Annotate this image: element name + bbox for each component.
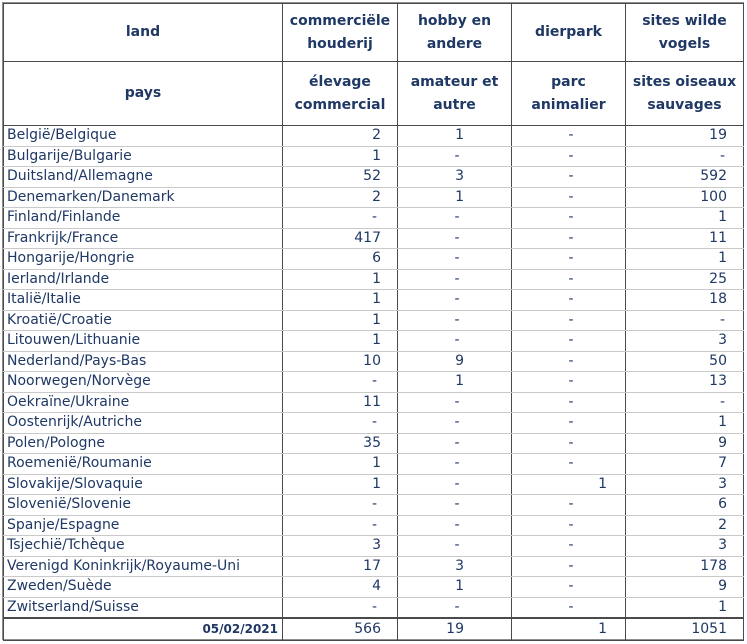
country-name: Spanje/Espagne [4, 515, 283, 536]
wild-birds-count: 13 [626, 372, 744, 393]
table-body [4, 126, 744, 619]
total-date: 05/02/2021 [4, 618, 283, 641]
country-name: Zweden/Suède [4, 577, 283, 598]
total-zoo: 1 [512, 618, 626, 641]
table-row [4, 208, 744, 229]
hobby-count: - [398, 515, 512, 536]
header-zoo-nl: dierpark [512, 4, 626, 62]
zoo-count: - [512, 208, 626, 229]
commercial-count: - [283, 372, 398, 393]
outbreak-table [3, 3, 744, 641]
zoo-count: - [512, 249, 626, 270]
table-row [4, 392, 744, 413]
zoo-count: - [512, 556, 626, 577]
hobby-count: - [398, 290, 512, 311]
hobby-count: - [398, 146, 512, 167]
zoo-count: - [512, 536, 626, 557]
commercial-count: - [283, 208, 398, 229]
country-name: België/Belgique [4, 126, 283, 147]
total-hobby: 19 [398, 618, 512, 641]
country-name: Roemenië/Roumanie [4, 454, 283, 475]
wild-birds-count: 100 [626, 187, 744, 208]
header-row-french [4, 62, 744, 126]
hobby-count: - [398, 536, 512, 557]
hobby-count: - [398, 310, 512, 331]
table-row [4, 351, 744, 372]
hobby-count: - [398, 474, 512, 495]
wild-birds-count: 3 [626, 536, 744, 557]
wild-birds-count: 1 [626, 413, 744, 434]
zoo-count: - [512, 228, 626, 249]
zoo-count: - [512, 454, 626, 475]
wild-birds-count: 178 [626, 556, 744, 577]
hobby-count: - [398, 392, 512, 413]
hobby-count: - [398, 413, 512, 434]
hobby-count: 9 [398, 351, 512, 372]
country-name: Duitsland/Allemagne [4, 167, 283, 188]
wild-birds-count: 1 [626, 208, 744, 229]
commercial-count: 1 [283, 474, 398, 495]
country-name: Noorwegen/Norvège [4, 372, 283, 393]
zoo-count: - [512, 290, 626, 311]
hobby-count: 3 [398, 167, 512, 188]
table-row [4, 146, 744, 167]
table-row [4, 269, 744, 290]
commercial-count: 1 [283, 331, 398, 352]
wild-birds-count: - [626, 392, 744, 413]
wild-birds-count: 1 [626, 597, 744, 618]
hobby-count: 1 [398, 577, 512, 598]
hobby-count: - [398, 331, 512, 352]
hobby-count: 1 [398, 372, 512, 393]
table-row [4, 536, 744, 557]
wild-birds-count: 2 [626, 515, 744, 536]
commercial-count: 1 [283, 454, 398, 475]
country-name: Oekraïne/Ukraine [4, 392, 283, 413]
table-row [4, 228, 744, 249]
hobby-count: - [398, 249, 512, 270]
zoo-count: - [512, 331, 626, 352]
wild-birds-count: 19 [626, 126, 744, 147]
wild-birds-count: - [626, 310, 744, 331]
country-name: Kroatië/Croatie [4, 310, 283, 331]
zoo-count: - [512, 310, 626, 331]
hobby-count: - [398, 597, 512, 618]
hobby-count: - [398, 269, 512, 290]
table-row [4, 495, 744, 516]
zoo-count: - [512, 187, 626, 208]
hobby-count: - [398, 228, 512, 249]
commercial-count: 1 [283, 146, 398, 167]
country-name: Nederland/Pays-Bas [4, 351, 283, 372]
commercial-count: 2 [283, 126, 398, 147]
wild-birds-count: 11 [626, 228, 744, 249]
commercial-count: 1 [283, 269, 398, 290]
table-row [4, 372, 744, 393]
wild-birds-count: 25 [626, 269, 744, 290]
header-commercial-fr: élevage commercial [283, 62, 398, 126]
country-name: Denemarken/Danemark [4, 187, 283, 208]
hobby-count: - [398, 454, 512, 475]
hobby-count: 1 [398, 126, 512, 147]
wild-birds-count: 1 [626, 249, 744, 270]
zoo-count: - [512, 126, 626, 147]
hobby-count: 1 [398, 187, 512, 208]
country-name: Slovakije/Slovaquie [4, 474, 283, 495]
country-name: Litouwen/Lithuanie [4, 331, 283, 352]
total-row [4, 618, 744, 641]
commercial-count: 11 [283, 392, 398, 413]
country-name: Polen/Pologne [4, 433, 283, 454]
table-container [2, 2, 744, 640]
zoo-count: - [512, 167, 626, 188]
header-commercial-nl: commerciële houderij [283, 4, 398, 62]
wild-birds-count: 592 [626, 167, 744, 188]
hobby-count: - [398, 208, 512, 229]
commercial-count: 4 [283, 577, 398, 598]
commercial-count: 6 [283, 249, 398, 270]
table-row [4, 249, 744, 270]
wild-birds-count: 18 [626, 290, 744, 311]
zoo-count: - [512, 495, 626, 516]
table-row [4, 290, 744, 311]
table-row [4, 577, 744, 598]
country-name: Hongarije/Hongrie [4, 249, 283, 270]
commercial-count: - [283, 597, 398, 618]
table-row [4, 187, 744, 208]
zoo-count: - [512, 515, 626, 536]
total-wild-birds: 1051 [626, 618, 744, 641]
zoo-count: - [512, 372, 626, 393]
table-row [4, 515, 744, 536]
table-row [4, 331, 744, 352]
commercial-count: 3 [283, 536, 398, 557]
country-name: Finland/Finlande [4, 208, 283, 229]
country-name: Tsjechië/Tchèque [4, 536, 283, 557]
table-row [4, 454, 744, 475]
commercial-count: 17 [283, 556, 398, 577]
zoo-count: - [512, 146, 626, 167]
zoo-count: - [512, 413, 626, 434]
table-row [4, 597, 744, 618]
zoo-count: - [512, 392, 626, 413]
header-zoo-fr: parc animalier [512, 62, 626, 126]
country-name: Bulgarije/Bulgarie [4, 146, 283, 167]
country-name: Ierland/Irlande [4, 269, 283, 290]
commercial-count: 1 [283, 290, 398, 311]
zoo-count: - [512, 351, 626, 372]
commercial-count: 2 [283, 187, 398, 208]
table-row [4, 310, 744, 331]
wild-birds-count: - [626, 146, 744, 167]
wild-birds-count: 6 [626, 495, 744, 516]
commercial-count: - [283, 413, 398, 434]
table-row [4, 167, 744, 188]
country-name: Zwitserland/Suisse [4, 597, 283, 618]
country-name: Italië/Italie [4, 290, 283, 311]
zoo-count: 1 [512, 474, 626, 495]
table-row [4, 433, 744, 454]
wild-birds-count: 9 [626, 433, 744, 454]
header-pays: pays [4, 62, 283, 126]
commercial-count: 35 [283, 433, 398, 454]
zoo-count: - [512, 433, 626, 454]
header-hobby-fr: amateur et autre [398, 62, 512, 126]
header-land: land [4, 4, 283, 62]
table-row [4, 126, 744, 147]
country-name: Slovenië/Slovenie [4, 495, 283, 516]
wild-birds-count: 3 [626, 331, 744, 352]
commercial-count: 52 [283, 167, 398, 188]
zoo-count: - [512, 269, 626, 290]
zoo-count: - [512, 577, 626, 598]
hobby-count: 3 [398, 556, 512, 577]
wild-birds-count: 7 [626, 454, 744, 475]
country-name: Oostenrijk/Autriche [4, 413, 283, 434]
wild-birds-count: 50 [626, 351, 744, 372]
wild-birds-count: 9 [626, 577, 744, 598]
country-name: Frankrijk/France [4, 228, 283, 249]
table-row [4, 556, 744, 577]
commercial-count: 417 [283, 228, 398, 249]
commercial-count: - [283, 515, 398, 536]
table-row [4, 413, 744, 434]
total-commercial: 566 [283, 618, 398, 641]
hobby-count: - [398, 495, 512, 516]
header-hobby-nl: hobby en andere [398, 4, 512, 62]
commercial-count: 10 [283, 351, 398, 372]
country-name: Verenigd Koninkrijk/Royaume-Uni [4, 556, 283, 577]
header-wild-birds-nl: sites wilde vogels [626, 4, 744, 62]
commercial-count: - [283, 495, 398, 516]
zoo-count: - [512, 597, 626, 618]
header-row-dutch [4, 4, 744, 62]
table-row [4, 474, 744, 495]
hobby-count: - [398, 433, 512, 454]
header-wild-birds-fr: sites oiseaux sauvages [626, 62, 744, 126]
wild-birds-count: 3 [626, 474, 744, 495]
commercial-count: 1 [283, 310, 398, 331]
